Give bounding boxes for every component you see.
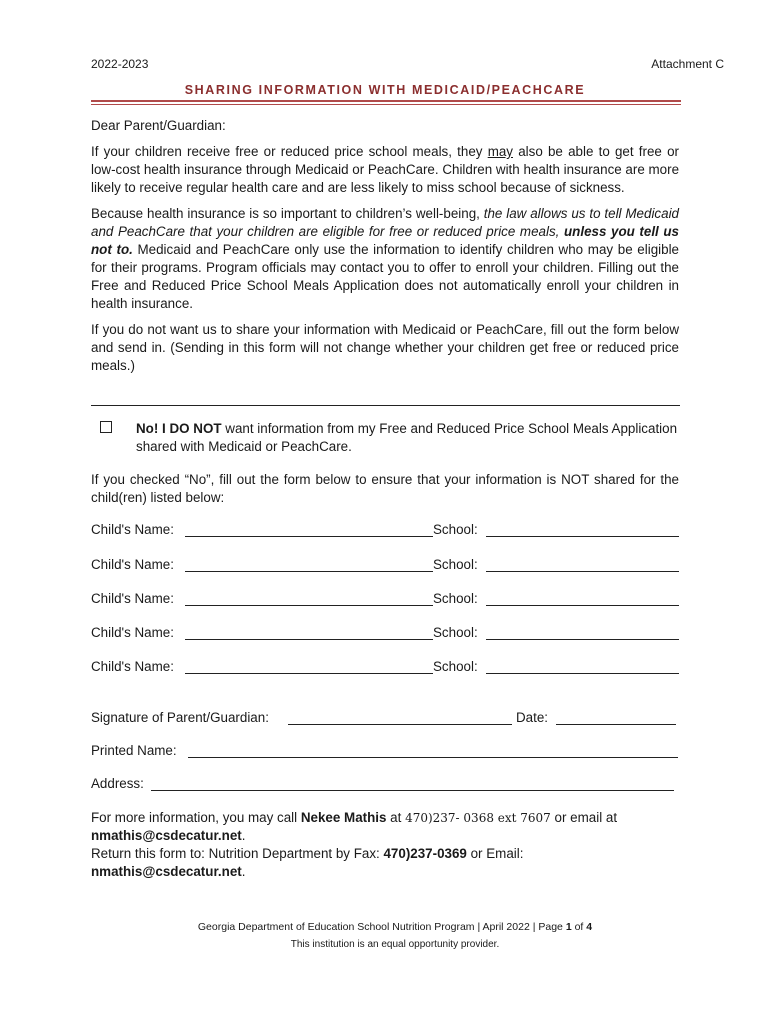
return-email-line [91, 863, 691, 881]
return-fax: 470)237-0369 [383, 846, 467, 861]
contact-period: . [241, 828, 246, 843]
contact-info [91, 809, 691, 881]
signature-label: Signature of Parent/Guardian: [91, 710, 269, 725]
paragraph-3: If you do not want us to share your information with Medicaid or PeachCare, fill out the form below and send in. (Sending in this form will not change whether your children get free or reduced price meals.) [91, 322, 679, 373]
para2-text-a: Because health insurance is so important to children’s well-being, [91, 206, 484, 221]
opt-out-rest: want information from my Free and Reduced Price School Meals Application shared with Medicaid or PeachCare. [136, 421, 678, 454]
page-title: SHARING INFORMATION WITH MEDICAID/PEACHCARE [184, 83, 586, 97]
school-field[interactable] [486, 591, 679, 606]
child-name-label: Child's Name: [91, 625, 174, 640]
opt-out-checkbox[interactable] [100, 421, 112, 433]
school-label: School: [433, 557, 478, 572]
child-name-label: Child's Name: [91, 659, 174, 674]
address-row [91, 776, 681, 794]
form-instructions: If you checked “No”, fill out the form below to ensure that your information is NOT shared for the child(ren) listed below: [91, 472, 679, 505]
para2-italic: the law allows us to tell Medicaid and PeachCare that your children are eligible for free or reduced price meals, [91, 206, 679, 239]
child-name-field[interactable] [185, 522, 433, 537]
section-divider [91, 405, 680, 406]
school-year: 2022-2023 [91, 57, 149, 71]
child-row-2 [91, 557, 681, 575]
child-row-4 [91, 625, 681, 643]
return-or-email: or Email: [466, 846, 524, 861]
paragraph-1 [91, 143, 679, 197]
contact-prefix: For more information, you may call [91, 810, 301, 825]
return-email-link[interactable]: nmathis@csdecatur.net [91, 864, 242, 879]
return-prefix: Return this form to: Nutrition Department by Fax: [91, 846, 384, 861]
school-label: School: [433, 625, 478, 640]
footer-equal-opportunity: This institution is an equal opportunity provider. [290, 939, 500, 950]
footer-page-total: 4 [586, 921, 593, 933]
address-label: Address: [91, 776, 144, 791]
contact-phone: 470)237- 0368 ext 7607 [405, 811, 551, 825]
child-name-field[interactable] [185, 625, 433, 640]
opt-out-option[interactable] [100, 420, 680, 456]
contact-line-2 [91, 827, 691, 845]
date-label: Date: [516, 710, 549, 725]
contact-email-link[interactable]: nmathis@csdecatur.net [91, 828, 242, 843]
para1-text-a: If your children receive free or reduced price school meals, they [91, 144, 488, 159]
footer-page-number: 1 [565, 921, 572, 933]
contact-line-1 [91, 809, 691, 827]
return-period: . [241, 864, 246, 879]
contact-name: Nekee Mathis [300, 810, 387, 825]
school-label: School: [433, 591, 478, 606]
printed-name-field[interactable] [188, 743, 678, 758]
school-field[interactable] [486, 522, 679, 537]
opt-out-bold: No! I DO NOT [136, 421, 222, 436]
paragraph-2 [91, 205, 679, 313]
may-underlined: may [487, 144, 513, 159]
child-name-label: Child's Name: [91, 557, 174, 572]
footer-page-word: Page [538, 921, 566, 933]
child-name-label: Child's Name: [91, 522, 174, 537]
para2-text-b: Medicaid and PeachCare only use the information to identify children who may be eligible for their programs. Program officials may contact you to offer to enroll your children. Filling out the Free and Reduced Price School Meals Application does not automatically enroll your children in health insurance. [91, 242, 679, 311]
para2-bold-italic: unless you tell us not to. [91, 224, 679, 257]
letter-body [91, 117, 679, 383]
opt-out-label [136, 420, 680, 456]
return-line [91, 845, 691, 863]
address-field[interactable] [151, 776, 674, 791]
date-field[interactable] [556, 710, 676, 725]
footer-program-line [0, 921, 770, 933]
greeting: Dear Parent/Guardian: [91, 118, 226, 133]
contact-at: at [386, 810, 406, 825]
signature-field[interactable] [288, 710, 512, 725]
signature-row [91, 710, 681, 728]
attachment-label: Attachment C [651, 57, 724, 71]
child-name-field[interactable] [185, 557, 433, 572]
para1-text-b: also be able to get free or low-cost health insurance through Medicaid or PeachCare. Children with health insurance are more likely to receive regular health care and are less likely to miss school because of sickness. [91, 144, 680, 195]
school-label: School: [433, 659, 478, 674]
title-rule [91, 100, 681, 102]
footer-of-word: of [571, 921, 587, 933]
child-name-field[interactable] [185, 659, 433, 674]
child-row-5 [91, 659, 681, 677]
printed-name-label: Printed Name: [91, 743, 177, 758]
child-row-3 [91, 591, 681, 609]
school-field[interactable] [486, 659, 679, 674]
child-name-label: Child's Name: [91, 591, 174, 606]
printed-name-row [91, 743, 681, 761]
contact-or-email: or email at [550, 810, 618, 825]
title-rule-thin [91, 104, 681, 105]
child-name-field[interactable] [185, 591, 433, 606]
school-field[interactable] [486, 625, 679, 640]
footer-program-text: Georgia Department of Education School Nutrition Program | April 2022 | [197, 921, 539, 933]
school-field[interactable] [486, 557, 679, 572]
child-row-1 [91, 522, 681, 540]
school-label: School: [433, 522, 478, 537]
